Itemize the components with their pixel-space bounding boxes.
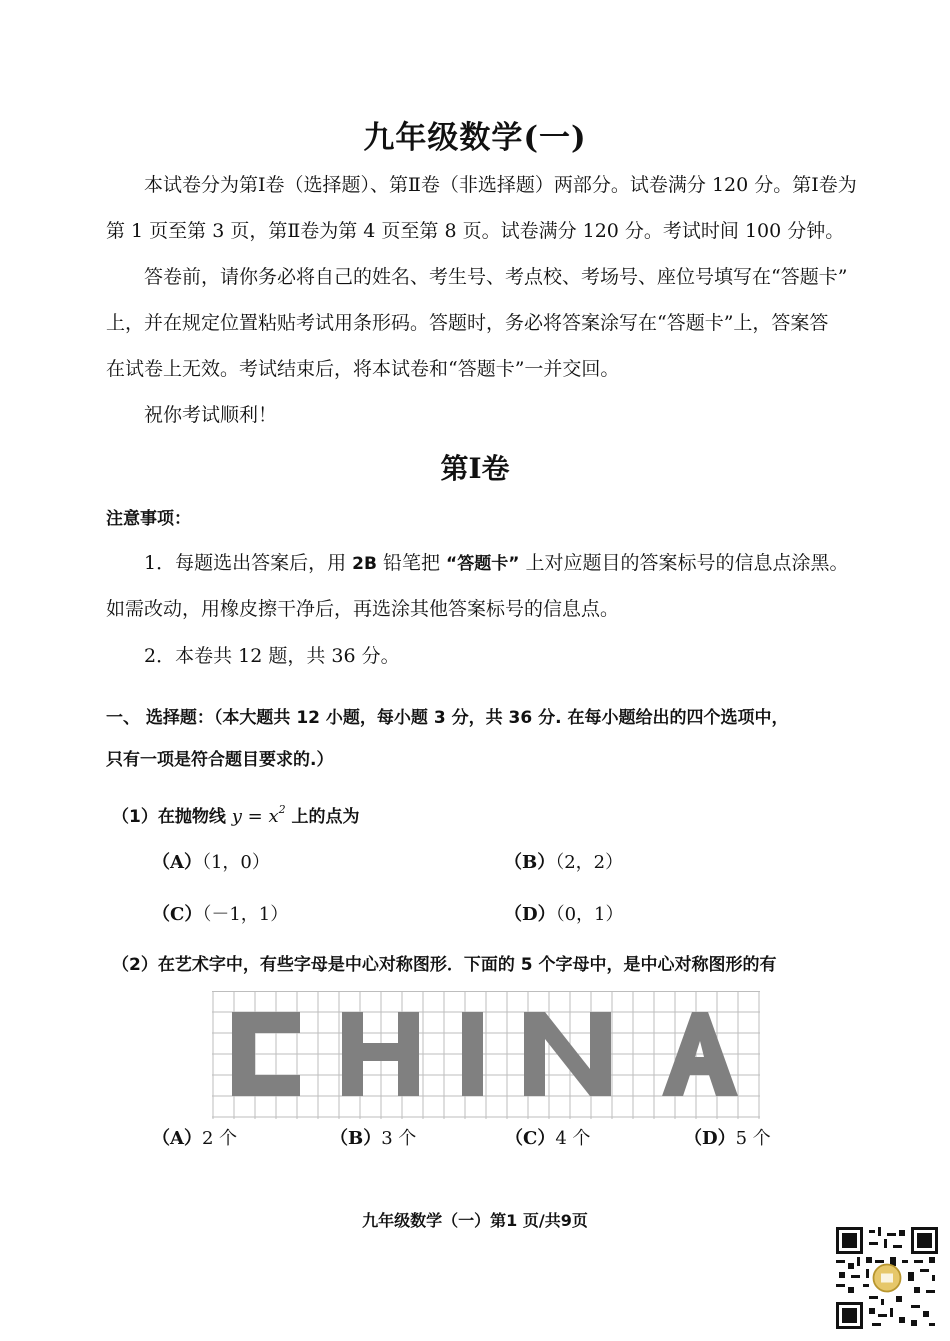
q1-option-a[interactable] (152, 848, 270, 874)
qr-code-icon (836, 1227, 938, 1329)
option-label: （C） (505, 1128, 556, 1149)
option-label: （B） (330, 1128, 382, 1149)
intro-paragraph-2-line-2: 上，并在规定位置粘贴考试用条形码。答题时，务必将答案涂写在“答题卡”上，答案答 (106, 312, 829, 334)
q2-option-a[interactable] (152, 1124, 237, 1150)
china-letters-figure (212, 991, 760, 1119)
question-2-stem: （2）在艺术字中，有些字母是中心对称图形．下面的 5 个字母中，是中心对称图形的有 (112, 955, 777, 975)
intro-paragraph-1-line-1: 本试卷分为第Ⅰ卷（选择题）、第Ⅱ卷（非选择题）两部分。试卷满分 120 分。第Ⅰ卷为 (144, 174, 857, 196)
note-1-pencil: 2B (352, 554, 377, 574)
question-1-stem (112, 787, 360, 840)
option-label: （D） (684, 1128, 736, 1149)
letter-n (524, 1012, 611, 1096)
eq-exponent: 2 (278, 803, 286, 816)
option-text: 5 个 (735, 1128, 771, 1149)
note-1-line-2: 如需改动，用橡皮擦干净后，再选涂其他答案标号的信息点。 (106, 598, 620, 620)
intro-paragraph-1-line-2: 第 1 页至第 3 页，第Ⅱ卷为第 4 页至第 8 页。试卷满分 120 分。考试时间 100 分钟。 (106, 220, 845, 242)
intro-paragraph-2-line-1: 答卷前，请你务必将自己的姓名、考生号、考点校、考场号、座位号填写在“答题卡” (144, 266, 848, 288)
part-1-heading-line-2: 只有一项是符合题目要求的.） (106, 750, 334, 770)
wish-text: 祝你考试顺利！ (144, 404, 278, 426)
note-1-text-c: 上对应题目的答案标号的信息点涂黑。 (525, 552, 849, 574)
page-footer (0, 1208, 950, 1231)
option-label: （A） (152, 1128, 202, 1149)
option-text: （1，0） (201, 852, 270, 873)
question-1-stem-b: 上的点为 (291, 807, 360, 827)
q1-option-c[interactable] (152, 900, 288, 926)
note-1-text-b: 铅笔把 (382, 552, 440, 574)
eq-y: y (231, 806, 242, 827)
question-1-equation (231, 803, 286, 827)
q2-option-d[interactable] (684, 1124, 771, 1150)
q1-option-d[interactable] (504, 900, 624, 926)
note-1-answer-card: “答题卡” (446, 554, 520, 574)
notes-heading: 注意事项： (106, 509, 191, 529)
exam-title: 九年级数学(一) (363, 120, 587, 156)
option-text: 2 个 (201, 1128, 238, 1149)
option-label: （D） (504, 904, 556, 925)
part-1-heading-line-1: 一、 选择题：（本大题共 12 小题，每小题 3 分，共 36 分. 在每小题给出的四个选项中， (106, 708, 789, 728)
option-text: （－1，1） (202, 904, 289, 925)
letter-i (462, 1012, 483, 1096)
note-1-text-a: 1．每题选出答案后，用 (144, 552, 347, 574)
eq-equals: = (241, 806, 269, 827)
section-title: 第Ⅰ卷 (440, 452, 510, 485)
option-text: 3 个 (381, 1128, 417, 1149)
intro-paragraph-2-line-3: 在试卷上无效。考试结束后，将本试卷和“答题卡”一并交回。 (106, 358, 620, 380)
note-2: 2．本卷共 12 题，共 36 分。 (144, 645, 400, 667)
option-label: （B） (504, 852, 556, 873)
q1-option-b[interactable] (504, 848, 623, 874)
option-text: （2，2） (555, 852, 624, 873)
option-label: （C） (152, 904, 203, 925)
question-1-stem-a: （1）在抛物线 (112, 807, 226, 827)
footer-text-b: 页/共9页 (517, 1211, 588, 1230)
footer-text-a: 九年级数学（一）第 (362, 1211, 507, 1230)
option-text: 4 个 (555, 1128, 591, 1149)
option-label: （A） (152, 852, 202, 873)
option-text: （0，1） (555, 904, 624, 925)
q2-option-b[interactable] (330, 1124, 416, 1150)
note-1-line-1 (144, 540, 848, 587)
q2-option-c[interactable] (505, 1124, 591, 1150)
eq-x: x (268, 806, 279, 827)
footer-page-number: 1 (506, 1211, 518, 1230)
